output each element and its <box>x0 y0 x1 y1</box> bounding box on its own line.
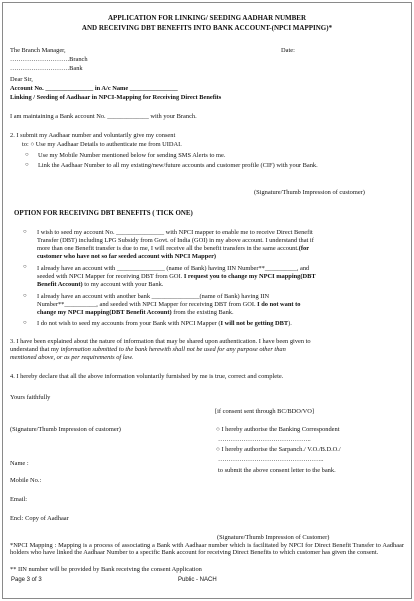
option-3-line-1: I already have an account with another bank _______________(name of Bank) having IIN <box>37 293 270 300</box>
subject-line: Linking / Seeding of Aadhaar in NPCI-Mapping for Receiving Direct Benefits <box>10 94 222 101</box>
circle-bullet-icon: ○ <box>23 264 27 270</box>
date-label: Date: <box>281 47 295 54</box>
addressee: The Branch Manager, <box>10 47 66 54</box>
consent-item-2: Link the Aadhaar Number to all my existing/new/future accounts and customer profile (CIF) with your Bank. <box>38 162 318 169</box>
salutation: Dear Sir, <box>10 76 33 83</box>
para-2-to: to: ○ Use my Aadhaar Details to authenticate me from UIDAI. <box>22 141 182 148</box>
option-1-line-1: I wish to seed my account No. _______________ with NPCI mapper to enable me to receive Direct Benefit <box>37 229 313 236</box>
option-2-line-1: I already have an account with _______________ (name of Bank) having IIN Number**__________, and <box>37 265 310 272</box>
footnote-npci-mapping: *NPCI Mapping : Mapping is a process of associating a Bank with Aadhaar number which is facilitated by NPCI for Direct Benefit Transfer to Aadhaar holders who have linked the Aadhaar Number to a specific Bank account for receiving Direct Benefits to which customer has given the consent. <box>10 542 404 557</box>
customer-signature-label: (Signature/Thumb Impression of customer) <box>10 426 121 433</box>
bank-line: ……………………….Bank <box>10 65 83 72</box>
para-1: I am maintaining a Bank account No. _____________ with your Branch. <box>10 113 197 120</box>
authorise-bc: ○ I hereby authorise the Banking Correspondent <box>216 426 340 433</box>
options-heading: OPTION FOR RECEIVING DBT BENEFITS ( TICK ONE) <box>14 210 193 217</box>
circle-bullet-icon: ○ <box>25 162 29 168</box>
consent-item-1: Use my Mobile Number mentioned below for sending SMS Alerts to me. <box>38 152 226 159</box>
footnote-iin: ** IIN number will be provided by Bank receiving the consent Application <box>10 566 202 573</box>
branch-line: ……………………….Branch <box>10 56 88 63</box>
yours-faithfully: Yours faithfully <box>10 394 51 401</box>
dotted-line: …………………………………….. <box>218 436 311 443</box>
title-line-1: APPLICATION FOR LINKING/ SEEDING AADHAR NUMBER <box>107 14 307 22</box>
circle-bullet-icon: ○ <box>23 320 27 326</box>
option-1-line-2: Transfer (DBT) including LPG Subsidy from Govt. of India (GOI) in my above account. I understand that if <box>37 237 314 244</box>
account-line: Account No. _______________ in A/c Name _______________ <box>10 85 178 92</box>
para-3-line-1: 3. I have been explained about the nature of information that may be shared upon authentication. I have been given to <box>10 338 311 345</box>
dotted-line: ………………………………………….. <box>218 456 324 463</box>
customer-signature-label-2: (Signature/Thumb Impression of Customer) <box>217 534 330 541</box>
circle-bullet-icon: ○ <box>23 229 27 235</box>
para-3-line-2: understand that my information submitted to the bank herewith shall not be used for any purpose other than <box>10 346 286 353</box>
authorise-sarpanch: ○ I hereby authorise the Sarpanch./ V.O./B.D.O./ <box>216 446 341 453</box>
mobile-label: Mobile No.: <box>10 477 42 484</box>
circle-bullet-icon: ○ <box>23 293 27 299</box>
para-2-intro: 2. I submit my Aadhaar number and voluntarily give my consent <box>10 132 176 139</box>
title-line-2: AND RECEIVING DBT BENEFITS INTO BANK ACCOUNT-(NPCI MAPPING)* <box>81 24 333 32</box>
option-2-line-2: seeded with NPCI Mapper for receiving DBT from GOI. I request you to change my NPCI mapping(DBT <box>37 273 316 280</box>
name-label: Name : <box>10 460 29 467</box>
enclosure-label: Encl: Copy of Aadhaar <box>10 515 69 522</box>
consent-note: [if consent sent through BC/BDO/VO] <box>215 408 315 415</box>
circle-bullet-icon: ○ <box>25 152 29 158</box>
option-1-line-4: customer who have not so far seeded account with NPCI Mapper) <box>37 253 217 260</box>
option-4: I do not wish to seed my accounts from your Bank with NPCI Mapper (I will not be getting DBT). <box>37 320 292 327</box>
submit-note: to submit the above consent letter to the bank. <box>218 467 336 474</box>
signature-label: (Signature/Thumb Impression of customer) <box>254 189 365 196</box>
option-3-line-3: change my NPCI mapping(DBT Benefit Account) from the existing Bank. <box>37 309 234 316</box>
option-1-line-3: more than one Benefit transfer is due to me, I will receive all the benefit transfers in the same account.(for <box>37 245 310 252</box>
page-number: Page 3 of 3 <box>11 577 42 583</box>
para-4: 4. I hereby declare that all the above information voluntarily furnished by me is true, correct and complete. <box>10 373 284 380</box>
email-label: Email: <box>10 496 28 503</box>
option-2-line-3: Benefit Account) to my account with your Bank. <box>37 281 164 288</box>
option-3-line-2: Number**__________, and seeded with NPCI Mapper for receiving DBT from GOI. I do not want to <box>37 301 301 308</box>
para-3-line-3: mentioned above, or as per requirements of law. <box>10 354 134 361</box>
classification-label: Public - NACH <box>178 577 217 583</box>
